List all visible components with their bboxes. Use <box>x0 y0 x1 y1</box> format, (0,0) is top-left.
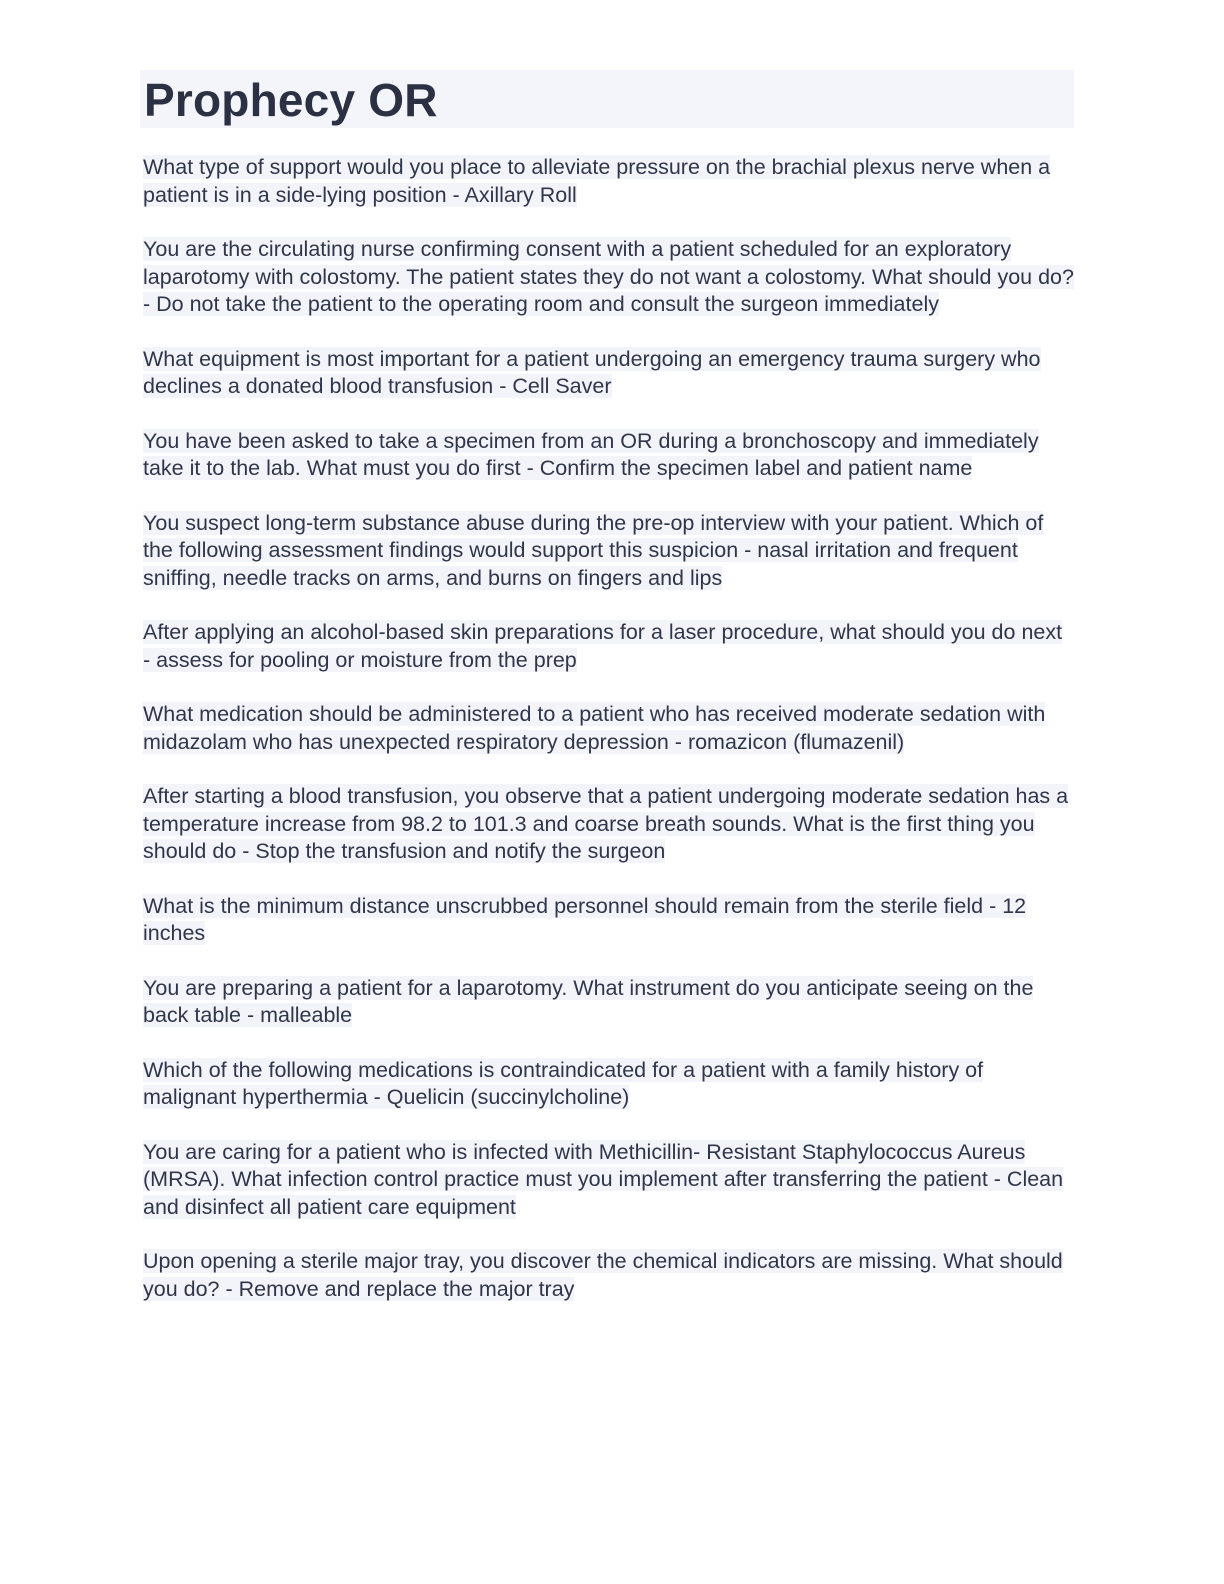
qa-text: What type of support would you place to alleviate pressure on the brachial plexus nerve when a patient is in a side-lying position - Axillary Roll <box>143 155 1051 207</box>
qa-text: You have been asked to take a specimen from an OR during a bronchoscopy and immediately take it to the lab. What must you do first - Confirm the specimen label and patient name <box>143 428 1039 480</box>
qa-text: After applying an alcohol-based skin preparations for a laser procedure, what should you do next - assess for pooling or moisture from the prep <box>143 620 1063 672</box>
qa-item <box>140 346 1074 401</box>
qa-item <box>140 1057 1074 1112</box>
qa-text: You are preparing a patient for a laparotomy. What instrument do you anticipate seeing on the back table - malleable <box>143 975 1034 1027</box>
qa-text: Upon opening a sterile major tray, you discover the chemical indicators are missing. What should you do? - Remove and replace the major tray <box>143 1249 1063 1301</box>
qa-item <box>140 154 1074 209</box>
qa-text: You are the circulating nurse confirming consent with a patient scheduled for an exploratory laparotomy with colostomy. The patient states they do not want a colostomy. What should you do? - Do not take the patient to the operating room and consult the surgeon immediately <box>143 237 1074 316</box>
qa-text: What equipment is most important for a patient undergoing an emergency trauma surgery who declines a donated blood transfusion - Cell Saver <box>143 346 1041 398</box>
qa-item <box>140 236 1074 319</box>
qa-item <box>140 893 1074 948</box>
qa-text: You are caring for a patient who is infected with Methicillin- Resistant Staphylococcus Aureus (MRSA). What infection control practice must you implement after transferring the patient - Clean and disinfect all patient care equipment <box>143 1139 1064 1219</box>
qa-text: What medication should be administered to a patient who has received moderate sedation with midazolam who has unexpected respiratory depression - romazicon (flumazenil) <box>143 702 1046 754</box>
qa-item <box>140 975 1074 1030</box>
qa-item <box>140 1248 1074 1303</box>
qa-item <box>140 1139 1074 1222</box>
qa-item <box>140 619 1074 674</box>
document-page <box>140 70 1074 1330</box>
qa-list <box>140 154 1074 1303</box>
qa-text: Which of the following medications is contraindicated for a patient with a family history of malignant hyperthermia - Quelicin (succinylcholine) <box>143 1057 984 1109</box>
page-title: Prophecy OR <box>140 70 1074 128</box>
qa-text: What is the minimum distance unscrubbed personnel should remain from the sterile field - 12 inches <box>143 893 1027 945</box>
qa-text: You suspect long-term substance abuse during the pre-op interview with your patient. Which of the following assessment findings would support this suspicion - nasal irritation and frequent sniffing, needle tracks on arms, and burns on fingers and lips <box>143 510 1044 590</box>
qa-item <box>140 783 1074 866</box>
qa-text: After starting a blood transfusion, you observe that a patient undergoing moderate sedation has a temperature increase from 98.2 to 101.3 and coarse breath sounds. What is the first thing you should do - Stop the transfusion and notify the surgeon <box>143 784 1069 863</box>
qa-item <box>140 428 1074 483</box>
qa-item <box>140 510 1074 593</box>
qa-item <box>140 701 1074 756</box>
